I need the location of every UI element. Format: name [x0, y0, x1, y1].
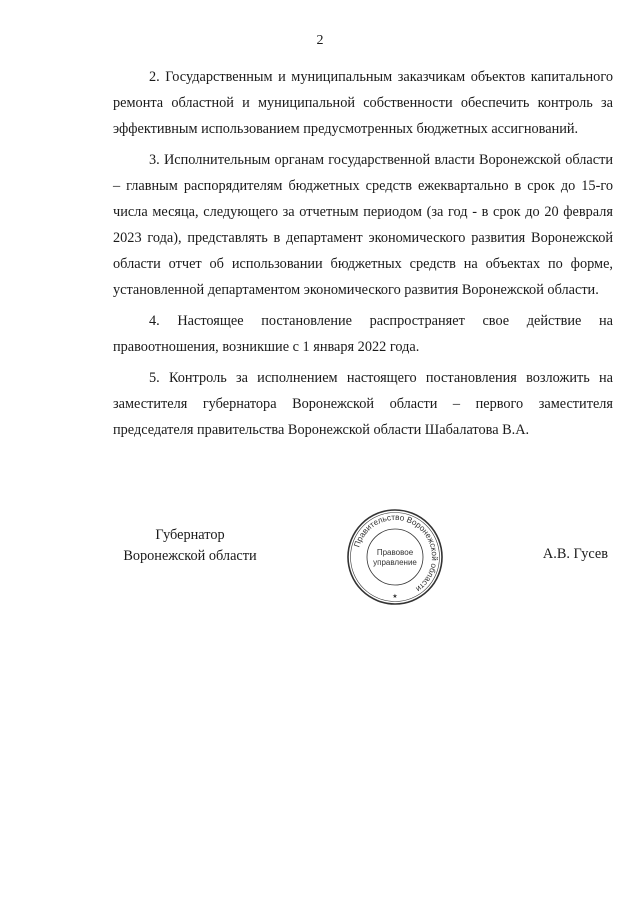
stamp-inner-line2: управление [373, 558, 417, 567]
stamp-star-icon: ★ [392, 593, 398, 600]
stamp-outer-text: Правительство Воронежской области [352, 512, 440, 594]
paragraph-3: 3. Исполнительным органам государственной власти Воронежской области – главным распорядителям бюджетных средств ежеквартально в срок до 15-го числа месяца, следующего за отчетным периодом (за год - в срок до 20 февраля 2023 года), представлять в департамент экономического развития Воронежской области отчет об использовании бюджетных средств на объектах по форме, установленной департаментом экономического развития Воронежской области. [113, 152, 613, 298]
paragraph-4: 4. Настоящее постановление распространяет свое действие на правоотношения, возникшие с 1 января 2022 года. [113, 313, 613, 355]
signatory-title [115, 525, 265, 567]
stamp-inner-line1: Правовое [376, 548, 414, 557]
document-body [113, 64, 613, 448]
signatory-name: А.В. Гусев [542, 546, 608, 562]
paragraph-2: 2. Государственным и муниципальным заказчикам объектов капитального ремонта областной и муниципальной собственности обеспечить контроль за эффективным использованием предусмотренных бюджетных ассигнований. [113, 69, 613, 137]
page-number: 2 [316, 33, 324, 48]
official-seal-stamp [345, 507, 445, 607]
signatory-title-line2: Воронежской области [123, 548, 257, 564]
paragraph-5: 5. Контроль за исполнением настоящего постановления возложить на заместителя губернатора Воронежской области – первого заместителя председателя правительства Воронежской области Шабалатова В.А. [113, 370, 613, 438]
signatory-title-line1: Губернатор [155, 527, 225, 543]
